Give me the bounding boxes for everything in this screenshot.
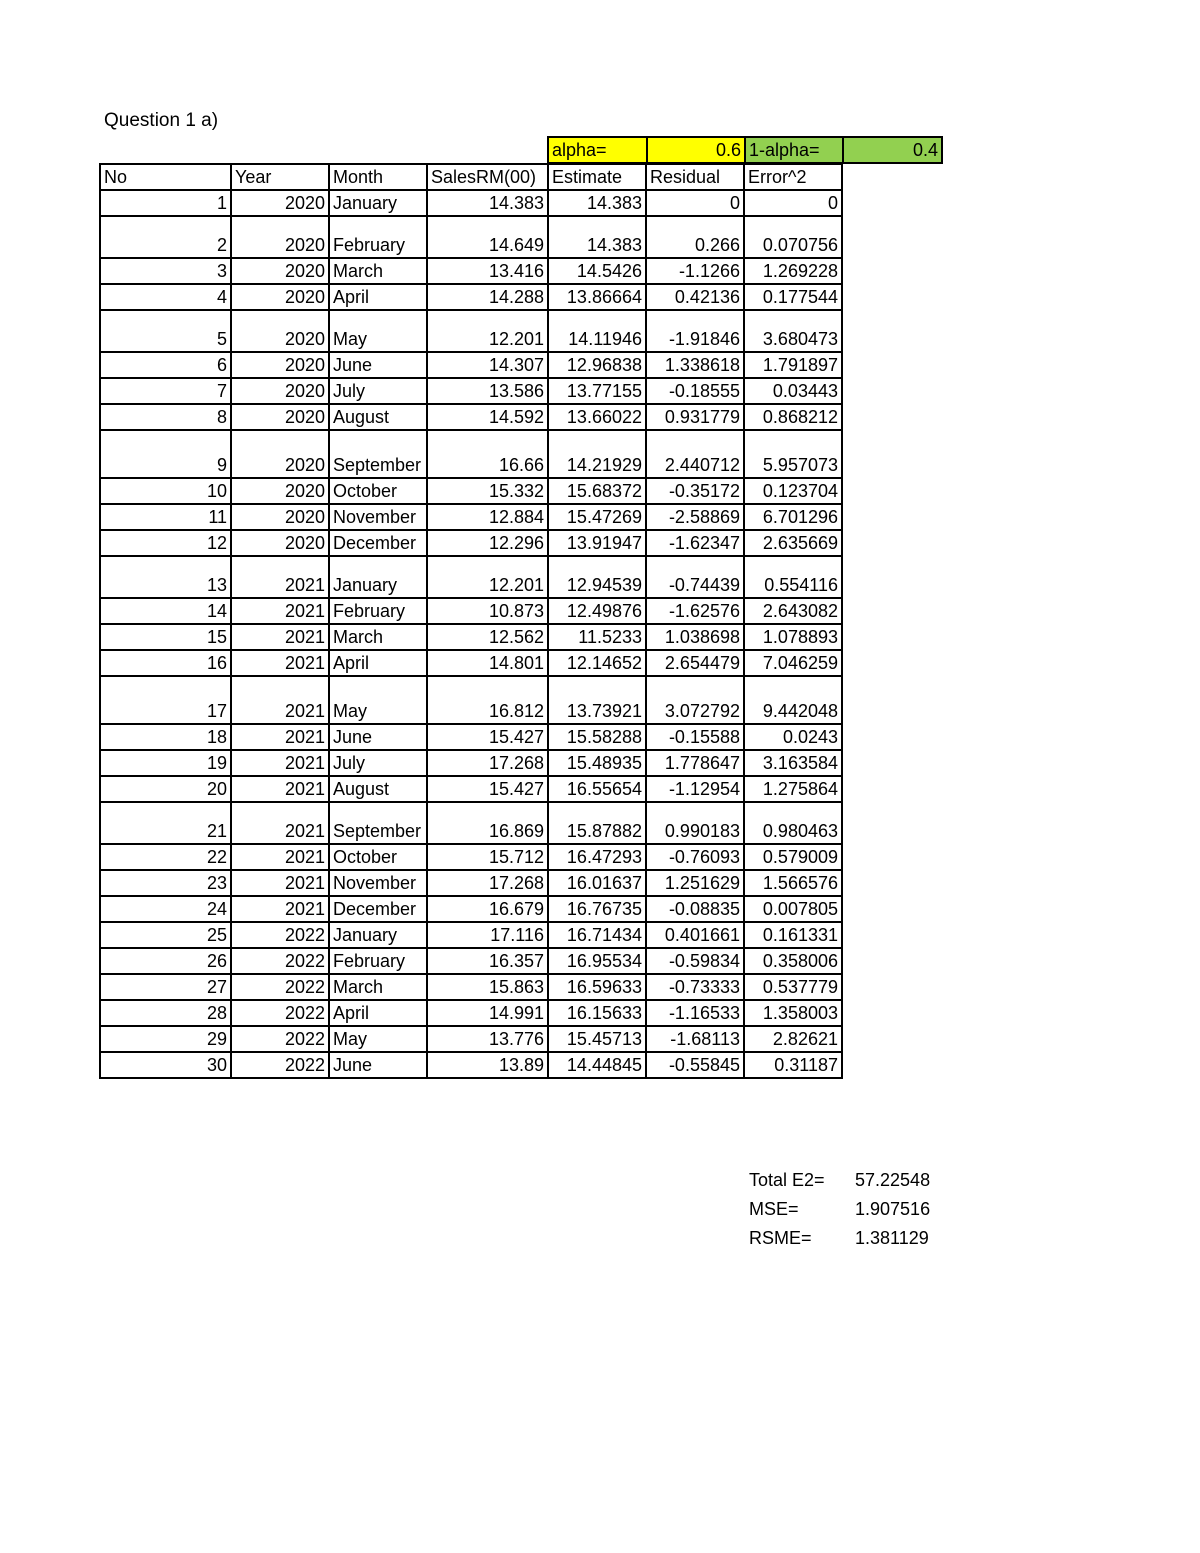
cell-no: 22 xyxy=(100,844,231,870)
cell-no: 13 xyxy=(100,556,231,598)
cell-month: August xyxy=(329,776,427,802)
cell-residual: 1.338618 xyxy=(646,352,744,378)
cell-estimate: 16.95534 xyxy=(548,948,646,974)
cell-year: 2020 xyxy=(231,216,329,258)
header-month: Month xyxy=(329,164,427,190)
header-residual: Residual xyxy=(646,164,744,190)
cell-year: 2021 xyxy=(231,844,329,870)
cell-no: 6 xyxy=(100,352,231,378)
cell-no: 20 xyxy=(100,776,231,802)
cell-month: August xyxy=(329,404,427,430)
cell-no: 24 xyxy=(100,896,231,922)
cell-residual: -0.35172 xyxy=(646,478,744,504)
cell-error-squared: 0 xyxy=(744,190,842,216)
cell-error-squared: 0.358006 xyxy=(744,948,842,974)
cell-no: 28 xyxy=(100,1000,231,1026)
cell-estimate: 12.14652 xyxy=(548,650,646,676)
cell-no: 4 xyxy=(100,284,231,310)
table-row xyxy=(100,404,842,430)
cell-residual: -0.15588 xyxy=(646,724,744,750)
cell-estimate: 14.21929 xyxy=(548,430,646,478)
cell-estimate: 15.58288 xyxy=(548,724,646,750)
cell-residual: -1.62576 xyxy=(646,598,744,624)
cell-residual: 1.778647 xyxy=(646,750,744,776)
cell-year: 2020 xyxy=(231,404,329,430)
header-sales: SalesRM(00) xyxy=(427,164,548,190)
table-row xyxy=(100,750,842,776)
cell-month: May xyxy=(329,310,427,352)
cell-month: July xyxy=(329,378,427,404)
cell-error-squared: 6.701296 xyxy=(744,504,842,530)
cell-no: 30 xyxy=(100,1052,231,1078)
cell-residual: -1.1266 xyxy=(646,258,744,284)
cell-error-squared: 0.980463 xyxy=(744,802,842,844)
cell-year: 2020 xyxy=(231,478,329,504)
cell-year: 2020 xyxy=(231,378,329,404)
cell-month: October xyxy=(329,478,427,504)
cell-year: 2021 xyxy=(231,724,329,750)
cell-no: 19 xyxy=(100,750,231,776)
cell-month: June xyxy=(329,1052,427,1078)
cell-no: 11 xyxy=(100,504,231,530)
cell-sales: 10.873 xyxy=(427,598,548,624)
summary-label: MSE= xyxy=(749,1199,799,1219)
cell-year: 2020 xyxy=(231,530,329,556)
table-row xyxy=(100,310,842,352)
table-row xyxy=(100,776,842,802)
table-row xyxy=(100,284,842,310)
table-row xyxy=(100,870,842,896)
table-row xyxy=(100,478,842,504)
cell-no: 23 xyxy=(100,870,231,896)
cell-sales: 12.201 xyxy=(427,310,548,352)
cell-sales: 15.863 xyxy=(427,974,548,1000)
cell-sales: 12.296 xyxy=(427,530,548,556)
cell-error-squared: 5.957073 xyxy=(744,430,842,478)
cell-no: 10 xyxy=(100,478,231,504)
cell-estimate: 16.71434 xyxy=(548,922,646,948)
table-row xyxy=(100,530,842,556)
cell-residual: -1.16533 xyxy=(646,1000,744,1026)
cell-error-squared: 9.442048 xyxy=(744,676,842,724)
cell-error-squared: 0.123704 xyxy=(744,478,842,504)
cell-sales: 17.116 xyxy=(427,922,548,948)
cell-error-squared: 2.82621 xyxy=(744,1026,842,1052)
cell-month: March xyxy=(329,258,427,284)
cell-year: 2022 xyxy=(231,1052,329,1078)
cell-sales: 14.649 xyxy=(427,216,548,258)
table-row xyxy=(100,1000,842,1026)
table-row xyxy=(100,650,842,676)
table-row xyxy=(100,948,842,974)
cell-year: 2022 xyxy=(231,974,329,1000)
cell-sales: 13.586 xyxy=(427,378,548,404)
cell-sales: 16.869 xyxy=(427,802,548,844)
table-row xyxy=(100,598,842,624)
cell-year: 2020 xyxy=(231,504,329,530)
cell-error-squared: 1.078893 xyxy=(744,624,842,650)
cell-residual: 0.401661 xyxy=(646,922,744,948)
cell-no: 18 xyxy=(100,724,231,750)
cell-estimate: 14.383 xyxy=(548,190,646,216)
cell-year: 2020 xyxy=(231,284,329,310)
cell-sales: 17.268 xyxy=(427,870,548,896)
cell-month: June xyxy=(329,352,427,378)
cell-year: 2022 xyxy=(231,948,329,974)
cell-no: 29 xyxy=(100,1026,231,1052)
cell-estimate: 12.96838 xyxy=(548,352,646,378)
cell-error-squared: 0.007805 xyxy=(744,896,842,922)
table-row xyxy=(100,216,842,258)
cell-sales: 14.307 xyxy=(427,352,548,378)
cell-no: 14 xyxy=(100,598,231,624)
cell-year: 2021 xyxy=(231,896,329,922)
cell-year: 2021 xyxy=(231,598,329,624)
cell-error-squared: 0.177544 xyxy=(744,284,842,310)
cell-error-squared: 0.03443 xyxy=(744,378,842,404)
cell-estimate: 16.01637 xyxy=(548,870,646,896)
cell-estimate: 15.87882 xyxy=(548,802,646,844)
cell-estimate: 13.86664 xyxy=(548,284,646,310)
cell-sales: 15.332 xyxy=(427,478,548,504)
table-row xyxy=(100,504,842,530)
cell-sales: 13.416 xyxy=(427,258,548,284)
one-minus-alpha-label-cell: 1-alpha= xyxy=(744,136,844,164)
table-row xyxy=(100,1026,842,1052)
cell-residual: 0.266 xyxy=(646,216,744,258)
cell-sales: 12.884 xyxy=(427,504,548,530)
cell-sales: 16.66 xyxy=(427,430,548,478)
cell-year: 2021 xyxy=(231,676,329,724)
cell-residual: -0.59834 xyxy=(646,948,744,974)
cell-estimate: 15.68372 xyxy=(548,478,646,504)
summary-value: 57.22548 xyxy=(855,1170,931,1190)
cell-sales: 12.562 xyxy=(427,624,548,650)
cell-error-squared: 1.791897 xyxy=(744,352,842,378)
cell-residual: 1.251629 xyxy=(646,870,744,896)
cell-no: 8 xyxy=(100,404,231,430)
table-row xyxy=(100,1052,842,1078)
alpha-value-cell: 0.6 xyxy=(646,136,746,164)
cell-month: January xyxy=(329,922,427,948)
cell-month: September xyxy=(329,802,427,844)
cell-year: 2021 xyxy=(231,556,329,598)
cell-error-squared: 0.161331 xyxy=(744,922,842,948)
cell-sales: 14.801 xyxy=(427,650,548,676)
cell-sales: 14.592 xyxy=(427,404,548,430)
table-row xyxy=(100,352,842,378)
cell-year: 2021 xyxy=(231,802,329,844)
cell-no: 16 xyxy=(100,650,231,676)
table-row xyxy=(100,556,842,598)
cell-estimate: 13.91947 xyxy=(548,530,646,556)
cell-residual: -0.55845 xyxy=(646,1052,744,1078)
cell-month: April xyxy=(329,284,427,310)
table-row xyxy=(100,844,842,870)
cell-no: 3 xyxy=(100,258,231,284)
cell-sales: 15.712 xyxy=(427,844,548,870)
one-minus-alpha-value-cell: 0.4 xyxy=(842,136,943,164)
cell-estimate: 13.77155 xyxy=(548,378,646,404)
cell-year: 2020 xyxy=(231,258,329,284)
cell-error-squared: 0.537779 xyxy=(744,974,842,1000)
cell-estimate: 14.383 xyxy=(548,216,646,258)
cell-year: 2022 xyxy=(231,922,329,948)
cell-error-squared: 0.554116 xyxy=(744,556,842,598)
cell-residual: 0.42136 xyxy=(646,284,744,310)
cell-sales: 16.679 xyxy=(427,896,548,922)
cell-error-squared: 3.163584 xyxy=(744,750,842,776)
cell-residual: -0.76093 xyxy=(646,844,744,870)
cell-month: May xyxy=(329,1026,427,1052)
cell-estimate: 16.47293 xyxy=(548,844,646,870)
cell-month: May xyxy=(329,676,427,724)
cell-year: 2021 xyxy=(231,776,329,802)
cell-year: 2021 xyxy=(231,650,329,676)
cell-sales: 16.812 xyxy=(427,676,548,724)
cell-year: 2020 xyxy=(231,352,329,378)
cell-estimate: 14.5426 xyxy=(548,258,646,284)
table-row xyxy=(100,378,842,404)
cell-no: 7 xyxy=(100,378,231,404)
table-row xyxy=(100,922,842,948)
cell-month: July xyxy=(329,750,427,776)
cell-residual: -0.08835 xyxy=(646,896,744,922)
cell-month: March xyxy=(329,624,427,650)
cell-error-squared: 0.579009 xyxy=(744,844,842,870)
table-row xyxy=(100,896,842,922)
header-row xyxy=(100,164,842,190)
cell-sales: 14.288 xyxy=(427,284,548,310)
table-row xyxy=(100,190,842,216)
cell-estimate: 16.15633 xyxy=(548,1000,646,1026)
alpha-label-cell: alpha= xyxy=(547,136,648,164)
cell-sales: 13.89 xyxy=(427,1052,548,1078)
cell-no: 27 xyxy=(100,974,231,1000)
cell-error-squared: 1.358003 xyxy=(744,1000,842,1026)
cell-error-squared: 2.635669 xyxy=(744,530,842,556)
cell-error-squared: 0.070756 xyxy=(744,216,842,258)
cell-estimate: 15.45713 xyxy=(548,1026,646,1052)
cell-no: 15 xyxy=(100,624,231,650)
cell-sales: 13.776 xyxy=(427,1026,548,1052)
cell-residual: -2.58869 xyxy=(646,504,744,530)
summary-label: RSME= xyxy=(749,1228,812,1248)
cell-error-squared: 0.31187 xyxy=(744,1052,842,1078)
cell-month: February xyxy=(329,598,427,624)
cell-no: 2 xyxy=(100,216,231,258)
sales-table xyxy=(99,163,843,1079)
cell-month: February xyxy=(329,948,427,974)
cell-estimate: 12.49876 xyxy=(548,598,646,624)
cell-no: 9 xyxy=(100,430,231,478)
cell-year: 2021 xyxy=(231,870,329,896)
header-estimate: Estimate xyxy=(548,164,646,190)
cell-month: March xyxy=(329,974,427,1000)
cell-month: November xyxy=(329,870,427,896)
cell-residual: 0.990183 xyxy=(646,802,744,844)
table-row xyxy=(100,802,842,844)
cell-year: 2021 xyxy=(231,624,329,650)
cell-month: April xyxy=(329,650,427,676)
cell-estimate: 12.94539 xyxy=(548,556,646,598)
cell-no: 21 xyxy=(100,802,231,844)
cell-no: 5 xyxy=(100,310,231,352)
cell-estimate: 13.73921 xyxy=(548,676,646,724)
cell-month: January xyxy=(329,556,427,598)
cell-estimate: 16.59633 xyxy=(548,974,646,1000)
cell-month: October xyxy=(329,844,427,870)
summary-value: 1.381129 xyxy=(855,1228,929,1248)
header-error-squared: Error^2 xyxy=(744,164,842,190)
cell-sales: 14.383 xyxy=(427,190,548,216)
cell-year: 2022 xyxy=(231,1026,329,1052)
cell-estimate: 14.44845 xyxy=(548,1052,646,1078)
cell-month: February xyxy=(329,216,427,258)
cell-residual: 2.654479 xyxy=(646,650,744,676)
cell-sales: 14.991 xyxy=(427,1000,548,1026)
table-row xyxy=(100,430,842,478)
cell-no: 17 xyxy=(100,676,231,724)
cell-error-squared: 1.275864 xyxy=(744,776,842,802)
cell-error-squared: 1.566576 xyxy=(744,870,842,896)
summary-value: 1.907516 xyxy=(855,1199,931,1219)
header-no: No xyxy=(100,164,231,190)
cell-no: 1 xyxy=(100,190,231,216)
header-year: Year xyxy=(231,164,329,190)
cell-year: 2021 xyxy=(231,750,329,776)
cell-residual: 2.440712 xyxy=(646,430,744,478)
table-row xyxy=(100,724,842,750)
cell-year: 2022 xyxy=(231,1000,329,1026)
cell-error-squared: 0.868212 xyxy=(744,404,842,430)
cell-error-squared: 1.269228 xyxy=(744,258,842,284)
cell-sales: 12.201 xyxy=(427,556,548,598)
cell-residual: 3.072792 xyxy=(646,676,744,724)
cell-residual: 0 xyxy=(646,190,744,216)
cell-estimate: 15.48935 xyxy=(548,750,646,776)
cell-month: January xyxy=(329,190,427,216)
cell-month: December xyxy=(329,896,427,922)
cell-residual: -1.91846 xyxy=(646,310,744,352)
cell-estimate: 16.76735 xyxy=(548,896,646,922)
question-title: Question 1 a) xyxy=(104,110,219,131)
cell-error-squared: 3.680473 xyxy=(744,310,842,352)
cell-residual: -1.68113 xyxy=(646,1026,744,1052)
cell-month: December xyxy=(329,530,427,556)
cell-residual: 1.038698 xyxy=(646,624,744,650)
cell-error-squared: 2.643082 xyxy=(744,598,842,624)
cell-estimate: 14.11946 xyxy=(548,310,646,352)
cell-residual: -1.62347 xyxy=(646,530,744,556)
cell-estimate: 13.66022 xyxy=(548,404,646,430)
cell-estimate: 11.5233 xyxy=(548,624,646,650)
cell-sales: 15.427 xyxy=(427,724,548,750)
cell-sales: 16.357 xyxy=(427,948,548,974)
table-row xyxy=(100,974,842,1000)
cell-sales: 17.268 xyxy=(427,750,548,776)
table-row xyxy=(100,258,842,284)
summary-label: Total E2= xyxy=(749,1170,825,1190)
cell-year: 2020 xyxy=(231,310,329,352)
table-row xyxy=(100,676,842,724)
cell-residual: -0.73333 xyxy=(646,974,744,1000)
cell-year: 2020 xyxy=(231,190,329,216)
cell-residual: -0.18555 xyxy=(646,378,744,404)
cell-month: September xyxy=(329,430,427,478)
cell-month: June xyxy=(329,724,427,750)
cell-estimate: 15.47269 xyxy=(548,504,646,530)
cell-month: April xyxy=(329,1000,427,1026)
cell-no: 25 xyxy=(100,922,231,948)
cell-month: November xyxy=(329,504,427,530)
table-row xyxy=(100,624,842,650)
cell-year: 2020 xyxy=(231,430,329,478)
cell-error-squared: 7.046259 xyxy=(744,650,842,676)
cell-residual: -0.74439 xyxy=(646,556,744,598)
cell-estimate: 16.55654 xyxy=(548,776,646,802)
cell-residual: -1.12954 xyxy=(646,776,744,802)
cell-error-squared: 0.0243 xyxy=(744,724,842,750)
cell-residual: 0.931779 xyxy=(646,404,744,430)
cell-no: 12 xyxy=(100,530,231,556)
cell-no: 26 xyxy=(100,948,231,974)
cell-sales: 15.427 xyxy=(427,776,548,802)
